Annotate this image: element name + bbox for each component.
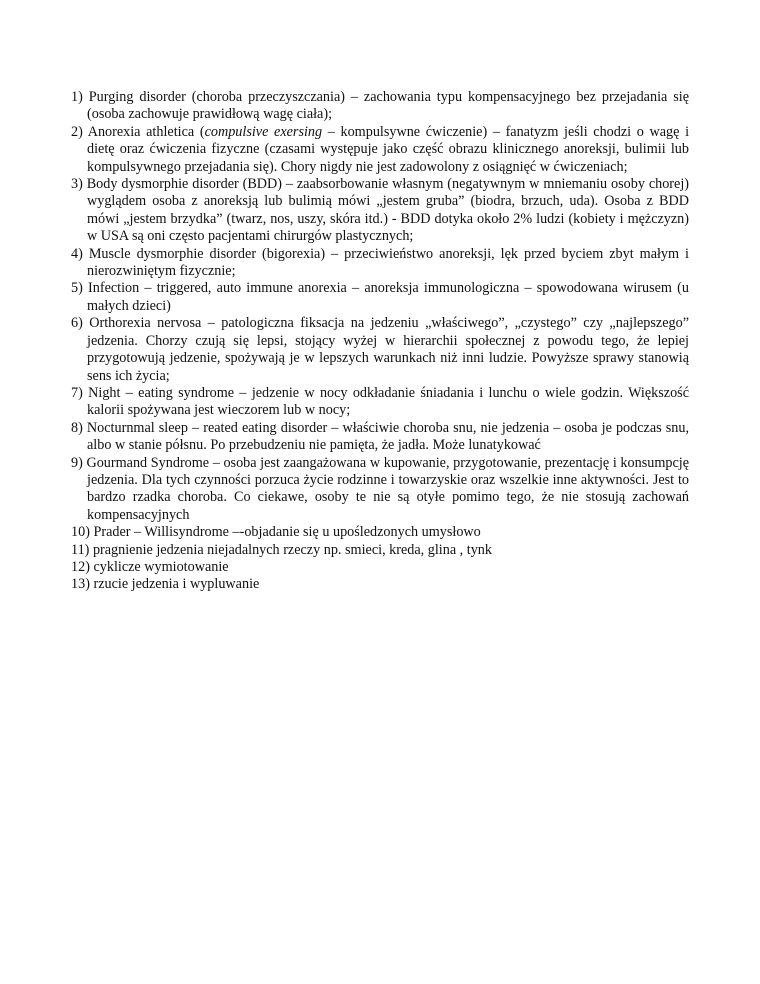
- item-number: 5): [71, 280, 83, 297]
- item-number: 7): [71, 384, 83, 401]
- list-item: [71, 124, 689, 176]
- list-item: [71, 455, 689, 525]
- item-number: 2): [71, 123, 83, 140]
- item-text: Body dysmorphie disorder (BDD) – zaabsorbowanie własnym (negatywnym w mniemaniu osoby chorej) wyglądem osoba z anoreksją lub bulimią mówi „jestem gruba” (biodra, brzuch, uda). Osoba z BDD mówi „jestem brzydka” (twarz, nos, uszy, skóra itd.) - BDD dotyka około 2% ludzi (kobiety i mężczyzn) w USA są oni często pacjentami chirurgów plastycznych;: [82, 176, 689, 245]
- item-text: rzucie jedzenia i wypluwanie: [89, 576, 260, 593]
- list-item: [71, 542, 689, 559]
- item-number: 10): [71, 524, 90, 541]
- item-number: 11): [71, 541, 90, 558]
- list-item: [71, 420, 689, 455]
- item-number: 9): [71, 454, 83, 471]
- item-text: Purging disorder (choroba przeczyszczania) – zachowania typu kompensacyjnego bez przejadania się (osoba zachowuje prawidłową wagę ciała);: [82, 89, 689, 123]
- item-number: 6): [71, 315, 83, 332]
- item-text: Muscle dysmorphie disorder (bigorexia) – przeciwieństwo anoreksji, lęk przed byciem zbyt małym i nierozwiniętym fizycznie;: [82, 245, 689, 280]
- item-text: Infection – triggered, auto immune anorexia – anoreksja immunologiczna – spowodowana wirusem (u małych dzieci): [82, 280, 689, 314]
- item-number: 4): [71, 245, 83, 262]
- item-text: Prader – Willisyndrome –-objadanie się u upośledzonych umysłowo: [89, 524, 481, 541]
- list-item: [71, 315, 689, 385]
- list-item: [71, 89, 689, 124]
- item-text: pragnienie jedzenia niejadalnych rzeczy np. smieci, kreda, glina , tynk: [89, 541, 492, 558]
- item-number: 1): [71, 89, 83, 105]
- list-item: [71, 524, 689, 541]
- item-number: 12): [71, 558, 90, 575]
- item-number: 13): [71, 576, 90, 593]
- item-text: Nocturnmal sleep – reated eating disorder – właściwie choroba snu, nie jedzenia – osoba je podczas snu, albo w stanie półsnu. Po przebudzeniu nie pamięta, że jadła. Może lunatykować: [82, 419, 689, 454]
- list-item: [71, 559, 689, 576]
- item-text: Night – eating syndrome – jedzenie w nocy odkładanie śniadania i lunchu o wiele godzin. Większość kalorii spożywana jest wieczorem lub w nocy;: [82, 384, 689, 419]
- list-item: [71, 576, 689, 593]
- item-text: cyklicze wymiotowanie: [89, 558, 229, 575]
- list-item: [71, 280, 689, 315]
- disorder-list: [71, 89, 689, 594]
- list-item: [71, 246, 689, 281]
- item-number: 3): [71, 176, 83, 193]
- list-item: [71, 176, 689, 246]
- item-text: – kompulsywne ćwiczenie) – fanatyzm jeśli chodzi o wagę i dietę oraz ćwiczenia fizyczne (czasami występuje jako część obrazu klinicznego anoreksji, bulimii lub kompulsywnego przejadania się). Chory nigdy nie jest zadowolony z osiągnięć w ćwiczeniach;: [87, 123, 690, 175]
- item-text: Anorexia athletica (: [82, 123, 205, 140]
- item-text: Gourmand Syndrome – osoba jest zaangażowana w kupowanie, przygotowanie, prezentację i konsumpcję jedzenia. Dla tych czynności porzuca życie rodzinne i towarzyskie oraz wszelkie inne aktywności. Jest to bardzo rzadka choroba. Co ciekawe, osoby te nie są otyłe pomimo tego, że nie stosują zachowań kompensacyjnych: [82, 454, 689, 523]
- item-number: 8): [71, 419, 83, 436]
- item-text: Orthorexia nervosa – patologiczna fiksacja na jedzeniu „właściwego”, „czystego” czy „najlepszego” jedzenia. Chorzy czują się lepsi, stojący wyżej w hierarchii społecznej z powodu tego, że lepiej przygotowują jedzenie, spożywają je w lepszych warunkach niż inni ludzie. Powyższe sprawy stanowią sens ich życia;: [82, 315, 689, 384]
- list-item: [71, 385, 689, 420]
- item-text-italic: compulsive exersing: [204, 123, 323, 140]
